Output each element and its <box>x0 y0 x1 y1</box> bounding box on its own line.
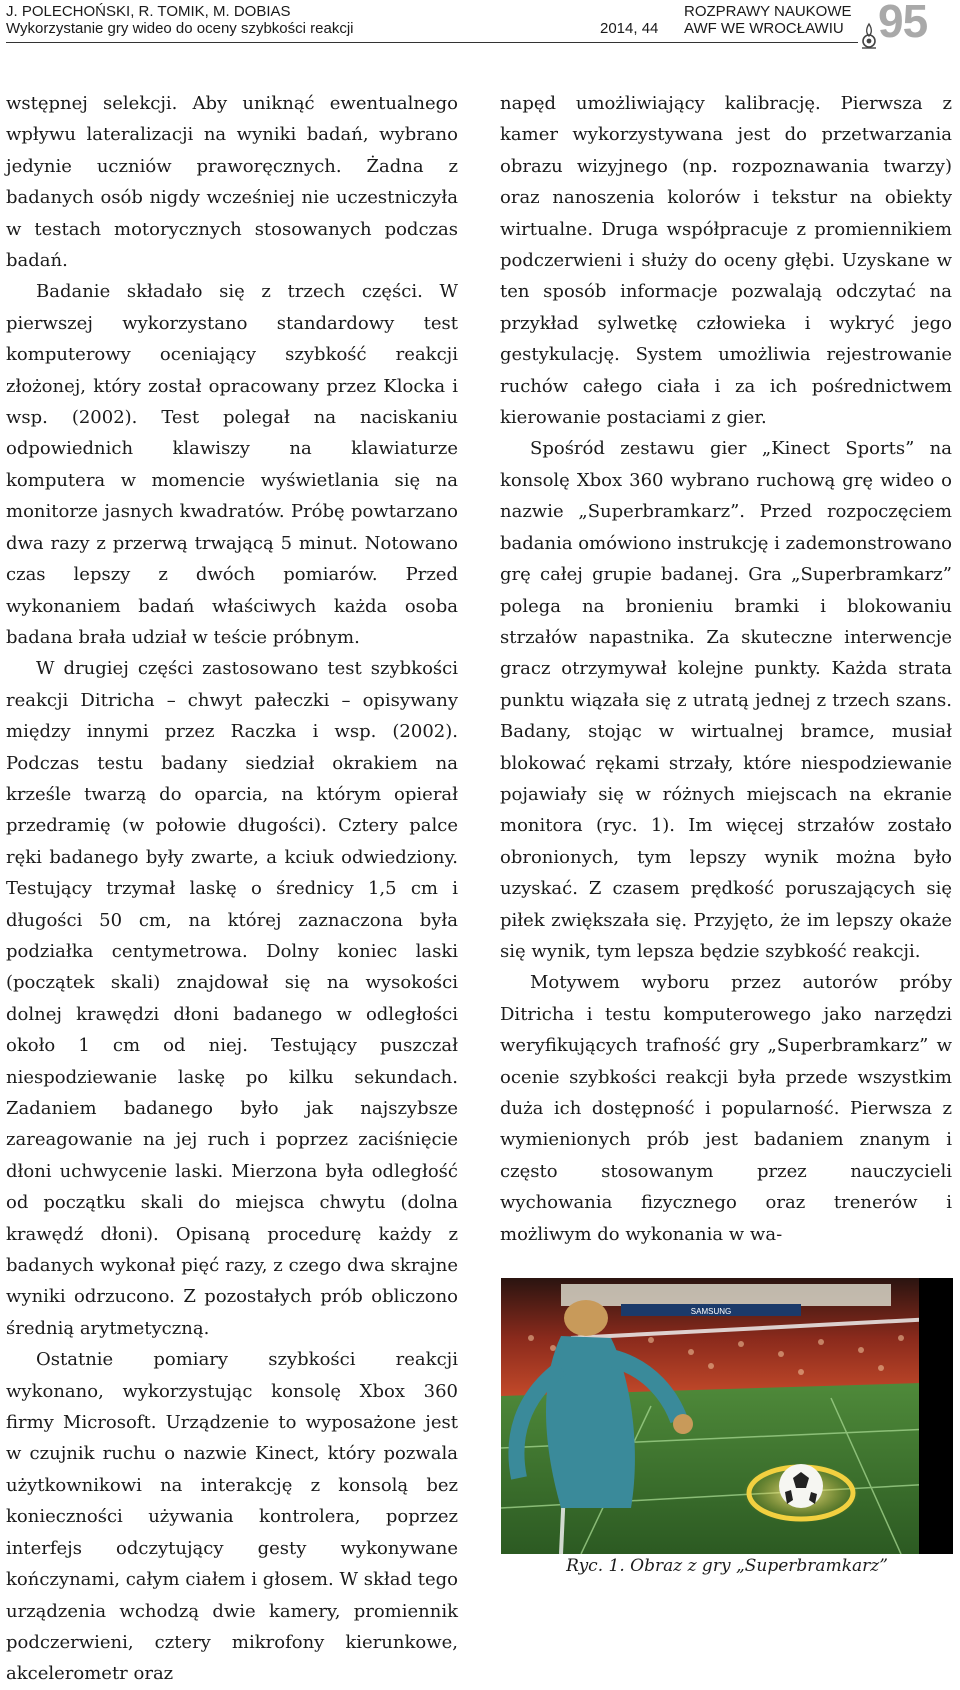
running-header <box>0 0 960 50</box>
figure-caption: Ryc. 1. Obraz z gry „Superbramkarz” <box>566 1556 888 1576</box>
header-journal-name: ROZPRAWY NAUKOWE <box>684 3 852 20</box>
right-text-column <box>500 88 952 1250</box>
header-rule <box>6 42 858 43</box>
paragraph: Spośród zestawu gier „Kinect Sports” na konsolę Xbox 360 wybrano ruchową grę wideo o nazwie „Superbramkarz”. Przed rozpoczęciem badania omówiono instrukcję i zademonstrowano grę całej grupie badanej. Gra „Superbramkarz” polega na bronieniu bramki i blokowaniu strzałów napastnika. Za skuteczne interwencje gracz otrzymywał kolejne punkty. Każda strata punktu wiązała się z utratą jednej z trzech szans. Badany, stojąc w wirtualnej bramce, musiał blokować rękami strzały, które niespodziewanie pojawiały się w różnych miejscach na ekranie monitora (ryc. 1). Im więcej strzałów zostało obronionych, tym lepszy wynik można było uzyskać. Z czasem prędkość poruszających się piłek zwiększała się. Przyjęto, że im lepszy okaże się wynik, tym lepsza będzie szybkość reakcji. <box>500 438 953 962</box>
stadium-sign: SAMSUNG <box>690 1307 732 1316</box>
journal-logo-icon <box>858 22 880 50</box>
header-authors: J. POLECHOŃSKI, R. TOMIK, M. DOBIAS <box>6 3 291 20</box>
header-journal-publisher: AWF WE WROCŁAWIU <box>684 20 844 37</box>
page-number: 95 <box>878 0 928 47</box>
paragraph: napęd umożliwiający kalibrację. Pierwsza z kamer wykorzystywana jest do przetwarzania obrazu wizyjnego (np. rozpoznawania twarzy) oraz nanoszenia kolorów i tekstur na obiekty wirtualne. Druga współpracuje z promiennikiem podczerwieni i służy do oceny głębi. Uzyskane w ten sposób informacje pozwalają odczytać na przykład sylwetkę człowieka i wykryć jego gestykulację. System umożliwia rejestrowanie ruchów całego ciała i za ich pośrednictwem kierowanie postaciami z gier. <box>500 93 952 429</box>
header-article-title: Wykorzystanie gry wideo do oceny szybkości reakcji <box>6 20 354 37</box>
paragraph: wstępnej selekcji. Aby uniknąć ewentualnego wpływu lateralizacji na wyniki badań, wybrano jedynie uczniów praworęcznych. Żadna z badanych osób nigdy wcześniej nie uczestniczyła w testach motorycznych stosowanych podczas badań. <box>6 93 458 272</box>
left-text-column <box>6 88 458 1690</box>
paragraph: Ostatnie pomiary szybkości reakcji wykonano, wykorzystując konsolę Xbox 360 firmy Microsoft. Urządzenie to wyposażone jest w czujnik ruchu o nazwie Kinect, który pozwala użytkownikowi na interakcję z konsolą bez konieczności używania kontrolera, poprzez interfejs odczytujący gesty wykonywane kończynami, całym ciałem i głosem. W skład tego urządzenia wchodzą dwie kamery, promiennik podczerwieni, cztery mikrofony kierunkowe, akcelerometr oraz <box>6 1349 458 1685</box>
paragraph: W drugiej części zastosowano test szybkości reakcji Ditricha – chwyt pałeczki – opisywany między innymi przez Raczka i wsp. (2002). Podczas testu badany siedział okrakiem na krześle twarzą do oparcia, na którym opierał przedramię (w połowie długości). Cztery palce ręki badanego były zwarte, a kciuk odwiedziony. Testujący trzymał laskę o średnicy 1,5 cm i długości 50 cm, na której zaznaczona była podziałka centymetrowa. Dolny koniec laski (początek skali) znajdował się na wysokości dolnej krawędzi dłoni badanego w odległości około 1 cm od niej. Testujący puszczał niespodziewanie laskę po kilku sekundach. Zadaniem badanego było jak najszybsze zareagowanie na jej ruch i poprzez zaciśnięcie dłoni uchwycenie laski. Mierzona była odległość od początku skali do miejsca chwytu (dolna krawędź dłoni). Opisaną procedurę każdy z badanych wykonał pięć razy, z czego dwa skrajne wyniki odrzucono. Z pozostałych prób obliczono średnią arytmetyczną. <box>6 658 458 1339</box>
paragraph: Motywem wyboru przez autorów próby Ditricha i testu komputerowego jako narzędzi weryfikujących trafność gry „Superbramkarz” w ocenie szybkości reakcji była przede wszystkim duża ich dostępność i popularność. Pierwsza z wymienionych prób jest badaniem znanym i często stosowanym przez nauczycieli wychowania fizycznego oraz trenerów i możliwym do wykonania w wa- <box>500 972 952 1245</box>
game-screenshot-figure <box>501 1278 953 1554</box>
game-screenshot-image <box>501 1278 953 1554</box>
paragraph: Badanie składało się z trzech części. W pierwszej wykorzystano standardowy test komputerowy oceniający szybkość reakcji złożonej, który został opracowany przez Klocka i wsp. (2002). Test polegał na naciskaniu odpowiednich klawiszy na klawiaturze komputera w momencie wyświetlania się na monitorze jasnych kwadratów. Próbę powtarzano dwa razy z przerwą trwającą 5 minut. Notowano czas lepszy z dwóch pomiarów. Przed wykonaniem badań właściwych każda osoba badana brała udział w teście próbnym. <box>6 281 458 648</box>
header-year-issue: 2014, 44 <box>600 20 659 37</box>
